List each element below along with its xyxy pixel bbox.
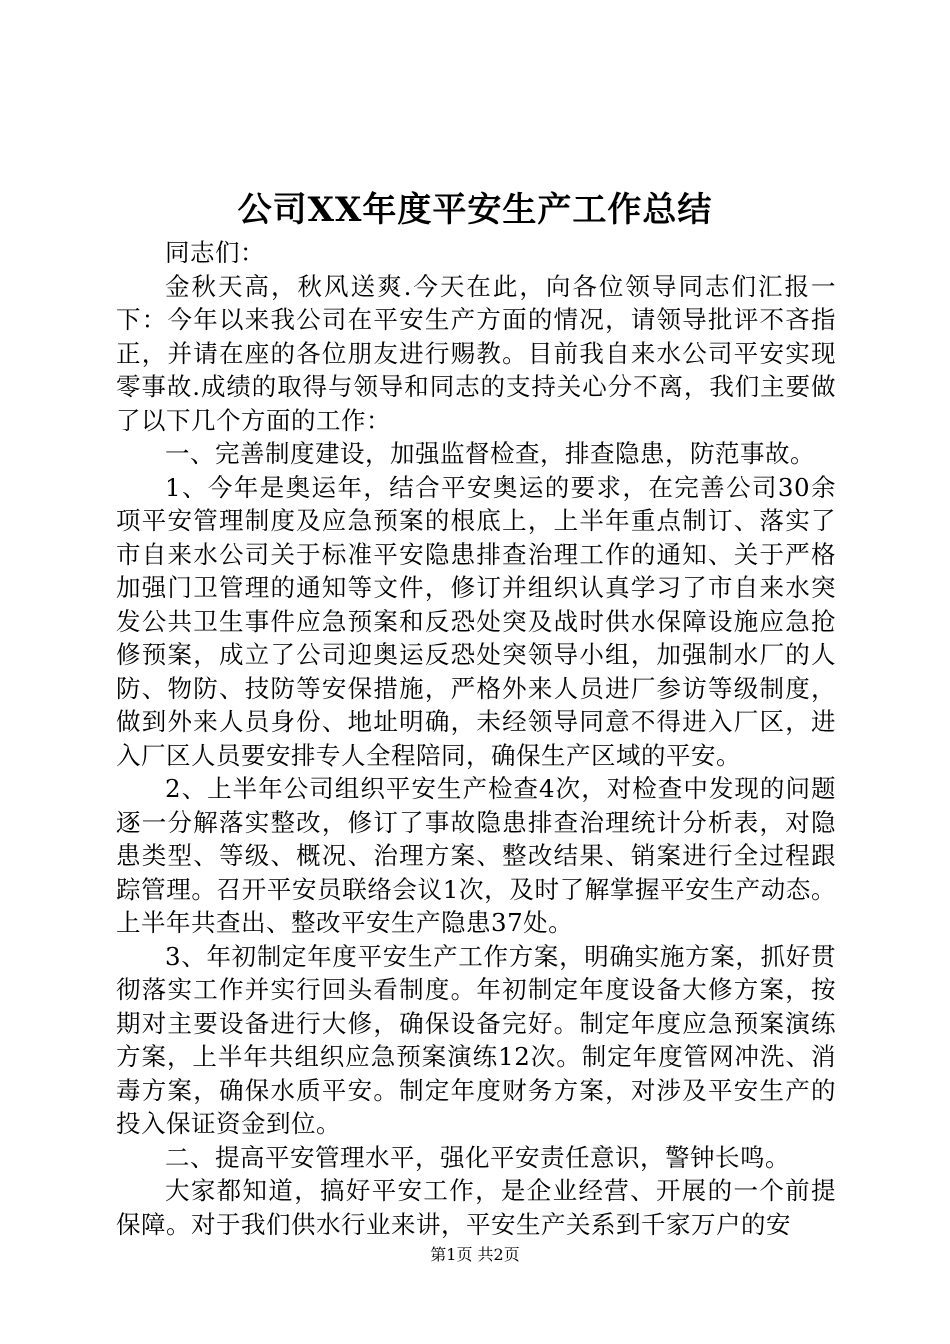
page-number: 第1页 共2页 bbox=[430, 1245, 520, 1264]
paragraph-intro: 金秋天高，秋风送爽.今天在此，向各位领导同志们汇报一下：今年以来我公司在平安生产方面的情况，请领导批评不吝指正，并请在座的各位朋友进行赐教。目前我自来水公司平安实现零事故.成绩的取得与领导和同志的支持关心分不离，我们主要做了以下几个方面的工作： bbox=[116, 271, 836, 435]
section-heading-2: 二、提高平安管理水平，强化平安责任意识，警钟长鸣。 bbox=[165, 1142, 790, 1172]
paragraph-section-2: 大家都知道，搞好平安工作，是企业经营、开展的一个前提保障。对于我们供水行业来讲，平安生产关系到千家万户的安 bbox=[116, 1176, 836, 1239]
paragraph-item-2: 2、上半年公司组织平安生产检查4次，对检查中发现的问题逐一分解落实整改，修订了事故隐患排查治理统计分析表，对隐患类型、等级、概况、治理方案、整改结果、销案进行全过程跟踪管理。召开平安员联络会议1次，及时了解掌握平安生产动态。上半年共查出、整改平安生产隐患37处。 bbox=[116, 774, 836, 937]
paragraph-item-1: 1、今年是奥运年，结合平安奥运的要求，在完善公司30余项平安管理制度及应急预案的根底上，上半年重点制订、落实了市自来水公司关于标准平安隐患排查治理工作的通知、关于严格加强门卫管理的通知等文件，修订并组织认真学习了市自来水突发公共卫生事件应急预案和反恐处突及战时供水保障设施应急抢修预案，成立了公司迎奥运反恐处突领导小组，加强制水厂的人防、物防、技防等安保措施，严格外来人员进厂参访等级制度，做到外来人员身份、地址明确，未经领导同意不得进入厂区，进入厂区人员要安排专人全程陪同，确保生产区域的平安。 bbox=[116, 472, 836, 770]
document-title: 公司XX年度平安生产工作总结 bbox=[237, 190, 713, 230]
section-heading-1: 一、完善制度建设，加强监督检查，排查隐患，防范事故。 bbox=[165, 439, 815, 468]
document-body bbox=[116, 236, 836, 1241]
paragraph-item-3: 3、年初制定年度平安生产工作方案，明确实施方案，抓好贯彻落实工作并实行回头看制度。年初制定年度设备大修方案，按期对主要设备进行大修，确保设备完好。制定年度应急预案演练方案，上半年共组织应急预案演练12次。制定年度管网冲洗、消毒方案，确保水质平安。制定年度财务方案，对涉及平安生产的投入保证资金到位。 bbox=[116, 941, 836, 1138]
paragraph-salutation: 同志们： bbox=[165, 238, 265, 267]
